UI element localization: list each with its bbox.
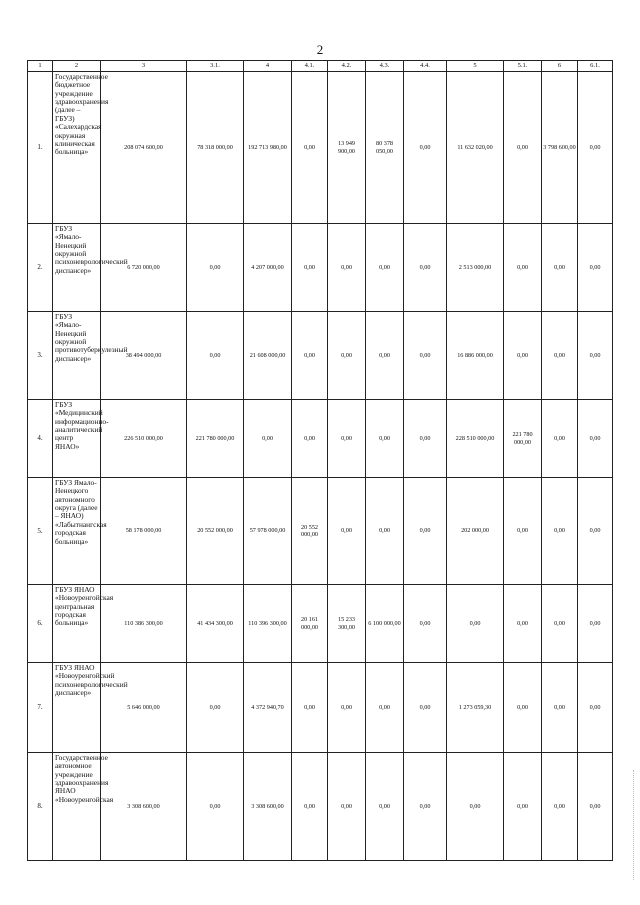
amount-col-6: 3 798 600,00 xyxy=(542,72,578,224)
amount-col-6-1: 0,00 xyxy=(578,663,613,753)
amount-col-5-1: 0,00 xyxy=(504,478,542,585)
column-header: 3 xyxy=(101,61,187,72)
amount-col-4: 21 608 000,00 xyxy=(244,312,292,400)
column-header: 4.4. xyxy=(404,61,447,72)
amount-col-4-4: 0,00 xyxy=(404,312,447,400)
amount-col-4-3: 0,00 xyxy=(366,663,404,753)
margin-mark xyxy=(633,770,636,880)
amount-col-4-3: 6 100 000,00 xyxy=(366,585,404,663)
amount-col-5: 0,00 xyxy=(447,753,504,861)
amount-col-4-1: 0,00 xyxy=(292,663,328,753)
amount-col-4: 57 978 000,00 xyxy=(244,478,292,585)
total-federal: 0,00 xyxy=(187,753,244,861)
total-federal: 20 552 000,00 xyxy=(187,478,244,585)
table-header-row xyxy=(28,61,613,72)
amount-col-5: 2 513 000,00 xyxy=(447,224,504,312)
total-federal: 0,00 xyxy=(187,312,244,400)
table-row xyxy=(28,753,613,861)
amount-col-4-4: 0,00 xyxy=(404,400,447,478)
row-number: 2. xyxy=(28,224,53,312)
amount-col-4: 110 396 300,00 xyxy=(244,585,292,663)
amount-col-4-3: 0,00 xyxy=(366,400,404,478)
column-header: 3.1. xyxy=(187,61,244,72)
amount-col-4-2: 13 949 900,00 xyxy=(328,72,366,224)
amount-col-5: 11 632 020,00 xyxy=(447,72,504,224)
amount-col-4-2: 0,00 xyxy=(328,753,366,861)
amount-col-4-3: 0,00 xyxy=(366,312,404,400)
amount-col-4: 4 207 000,00 xyxy=(244,224,292,312)
column-header: 2 xyxy=(53,61,101,72)
amount-col-6: 0,00 xyxy=(542,400,578,478)
institution-name: Государственное автономное учреждение здравоохранения ЯНАО «Новоуренгойская xyxy=(53,753,101,861)
amount-col-5-1: 0,00 xyxy=(504,72,542,224)
amount-col-4: 192 713 980,00 xyxy=(244,72,292,224)
amount-col-5-1: 0,00 xyxy=(504,585,542,663)
amount-col-6: 0,00 xyxy=(542,478,578,585)
amount-col-6: 0,00 xyxy=(542,312,578,400)
amount-col-4-4: 0,00 xyxy=(404,478,447,585)
amount-col-5-1: 0,00 xyxy=(504,753,542,861)
column-header: 4.2. xyxy=(328,61,366,72)
total-amount: 6 720 000,00 xyxy=(101,224,187,312)
amount-col-4-1: 0,00 xyxy=(292,72,328,224)
amount-col-4: 0,00 xyxy=(244,400,292,478)
institution-name: ГБУЗ Ямало-Ненецкого автономного округа (далее – ЯНАО) «Лабытнангская городская больница» xyxy=(53,478,101,585)
amount-col-4-2: 0,00 xyxy=(328,312,366,400)
row-number: 1. xyxy=(28,72,53,224)
row-number: 6. xyxy=(28,585,53,663)
amount-col-6: 0,00 xyxy=(542,224,578,312)
amount-col-4-2: 15 233 300,00 xyxy=(328,585,366,663)
amount-col-6: 0,00 xyxy=(542,753,578,861)
amount-col-4-1: 0,00 xyxy=(292,400,328,478)
amount-col-5: 0,00 xyxy=(447,585,504,663)
column-header: 4.1. xyxy=(292,61,328,72)
amount-col-4: 4 372 940,70 xyxy=(244,663,292,753)
total-amount: 110 386 300,00 xyxy=(101,585,187,663)
amount-col-4-1: 0,00 xyxy=(292,312,328,400)
institution-name: ГБУЗ «Медицинский информационно-аналитический центр ЯНАО» xyxy=(53,400,101,478)
column-header: 5.1. xyxy=(504,61,542,72)
institution-name: ГБУЗ «Ямало-Ненецкий окружной психоневрологический диспансер» xyxy=(53,224,101,312)
institution-name: ГБУЗ ЯНАО «Новоуренгойская центральная городская больница» xyxy=(53,585,101,663)
amount-col-4-4: 0,00 xyxy=(404,72,447,224)
row-number: 4. xyxy=(28,400,53,478)
total-amount: 38 494 000,00 xyxy=(101,312,187,400)
total-amount: 208 074 600,00 xyxy=(101,72,187,224)
amount-col-6-1: 0,00 xyxy=(578,585,613,663)
amount-col-4-2: 0,00 xyxy=(328,224,366,312)
total-federal: 221 780 000,00 xyxy=(187,400,244,478)
table-row xyxy=(28,478,613,585)
row-number: 3. xyxy=(28,312,53,400)
amount-col-4-3: 0,00 xyxy=(366,478,404,585)
amount-col-4-3: 0,00 xyxy=(366,224,404,312)
row-number: 5. xyxy=(28,478,53,585)
column-header: 6.1. xyxy=(578,61,613,72)
total-federal: 0,00 xyxy=(187,663,244,753)
amount-col-6: 0,00 xyxy=(542,663,578,753)
institution-name: ГБУЗ «Ямало-Ненецкий окружной противотуберкулезный диспансер» xyxy=(53,312,101,400)
total-federal: 0,00 xyxy=(187,224,244,312)
amount-col-6-1: 0,00 xyxy=(578,400,613,478)
amount-col-5: 16 886 000,00 xyxy=(447,312,504,400)
table-row xyxy=(28,400,613,478)
amount-col-4-3: 80 378 050,00 xyxy=(366,72,404,224)
table-row xyxy=(28,72,613,224)
amount-col-4: 3 308 600,00 xyxy=(244,753,292,861)
amount-col-4-1: 20 161 000,00 xyxy=(292,585,328,663)
table-row xyxy=(28,312,613,400)
amount-col-5: 1 273 059,30 xyxy=(447,663,504,753)
total-amount: 3 308 600,00 xyxy=(101,753,187,861)
amount-col-6: 0,00 xyxy=(542,585,578,663)
amount-col-6-1: 0,00 xyxy=(578,72,613,224)
amount-col-6-1: 0,00 xyxy=(578,312,613,400)
financing-table xyxy=(27,60,613,861)
amount-col-5: 202 000,00 xyxy=(447,478,504,585)
page-number: 2 xyxy=(316,42,324,57)
column-header: 4.3. xyxy=(366,61,404,72)
amount-col-4-1: 0,00 xyxy=(292,753,328,861)
amount-col-4-1: 0,00 xyxy=(292,224,328,312)
amount-col-4-2: 0,00 xyxy=(328,663,366,753)
amount-col-4-4: 0,00 xyxy=(404,753,447,861)
amount-col-5-1: 221 780 000,00 xyxy=(504,400,542,478)
amount-col-5-1: 0,00 xyxy=(504,312,542,400)
amount-col-4-4: 0,00 xyxy=(404,224,447,312)
amount-col-4-2: 0,00 xyxy=(328,400,366,478)
total-amount: 58 178 000,00 xyxy=(101,478,187,585)
amount-col-5-1: 0,00 xyxy=(504,224,542,312)
amount-col-6-1: 0,00 xyxy=(578,478,613,585)
total-federal: 78 318 000,00 xyxy=(187,72,244,224)
column-header: 6 xyxy=(542,61,578,72)
amount-col-4-1: 20 552 000,00 xyxy=(292,478,328,585)
amount-col-4-4: 0,00 xyxy=(404,585,447,663)
table-row xyxy=(28,224,613,312)
column-header: 4 xyxy=(244,61,292,72)
amount-col-4-4: 0,00 xyxy=(404,663,447,753)
amount-col-4-2: 0,00 xyxy=(328,478,366,585)
table-row xyxy=(28,663,613,753)
amount-col-4-3: 0,00 xyxy=(366,753,404,861)
row-number: 8. xyxy=(28,753,53,861)
amount-col-5: 228 510 000,00 xyxy=(447,400,504,478)
total-amount: 5 646 000,00 xyxy=(101,663,187,753)
total-amount: 226 510 000,00 xyxy=(101,400,187,478)
column-header: 5 xyxy=(447,61,504,72)
institution-name: ГБУЗ ЯНАО «Новоуренгойский психоневрологический диспансер» xyxy=(53,663,101,753)
column-header: 1 xyxy=(28,61,53,72)
amount-col-6-1: 0,00 xyxy=(578,753,613,861)
row-number: 7. xyxy=(28,663,53,753)
institution-name: Государственное бюджетное учреждение здравоохранения (далее – ГБУЗ) «Салехардская окружная клиническая больница» xyxy=(53,72,101,224)
total-federal: 41 434 300,00 xyxy=(187,585,244,663)
amount-col-5-1: 0,00 xyxy=(504,663,542,753)
amount-col-6-1: 0,00 xyxy=(578,224,613,312)
table-row xyxy=(28,585,613,663)
